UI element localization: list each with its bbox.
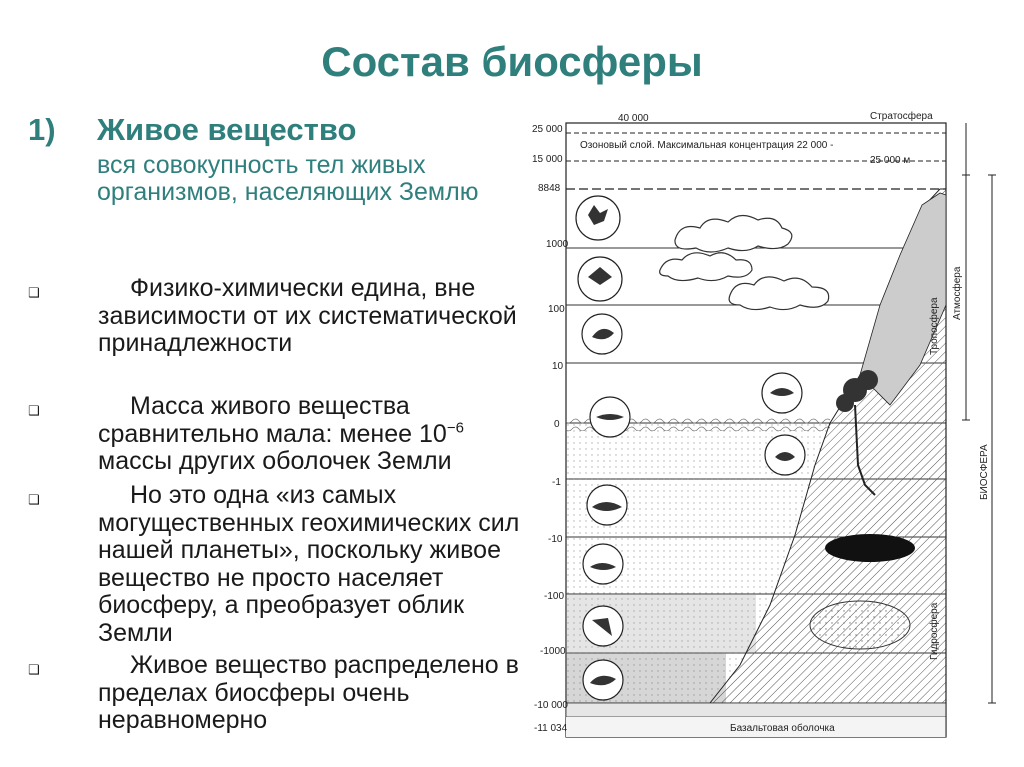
ozone-label-end: 25 000 м: [870, 155, 911, 166]
altitude-label: 25 000: [532, 124, 563, 135]
oil-deposit: [825, 534, 915, 562]
altitude-label: 1000: [546, 239, 569, 250]
bullet-text: Физико-химически едина, вне зависимости от их систематической принадлежности: [98, 274, 517, 357]
altitude-label: -100: [544, 591, 565, 602]
troposphere-label: Тропосфера: [929, 297, 940, 355]
slide-title: Состав биосферы: [321, 38, 703, 85]
hydrosphere-label: Гидросфера: [929, 602, 940, 660]
checkbox-bullet-icon: ❑: [28, 285, 40, 300]
altitude-label: -10: [548, 534, 563, 545]
item-description: вся совокупность тел живых организмов, населяющих Землю: [97, 151, 479, 206]
exponent: −6: [446, 419, 464, 437]
bullet-item: [28, 652, 526, 735]
bullet-text: Живое вещество распределено в пределах биосферы очень неравномерно: [98, 651, 519, 734]
altitude-label: -1: [552, 477, 561, 488]
groundwater-body: [810, 601, 910, 649]
altitude-label: 10: [552, 361, 564, 372]
clouds: [660, 215, 829, 309]
ozone-label: Озоновый слой. Максимальная концентрация 22 000 -: [580, 140, 834, 151]
biosphere-diagram: [530, 105, 1020, 745]
bullet-item: [28, 482, 526, 647]
checkbox-bullet-icon: ❑: [28, 662, 40, 677]
item-title: Живое вещество: [97, 112, 357, 147]
right-brackets: [946, 123, 996, 737]
item-number: 1): [28, 112, 56, 147]
stratosphere-label: Стратосфера: [870, 111, 933, 122]
altitude-label: -11 034: [534, 723, 568, 734]
altitude-label: -1000: [540, 646, 566, 657]
altitude-label: 0: [554, 419, 560, 430]
altitude-label: 40 000: [618, 113, 649, 124]
altitude-label: -10 000: [534, 700, 568, 711]
basalt-label: Базальтовая оболочка: [730, 723, 835, 734]
bullet-item: [28, 275, 526, 358]
altitude-label: 8848: [538, 183, 561, 194]
biosphere-label: БИОСФЕРА: [979, 444, 990, 500]
checkbox-bullet-icon: ❑: [28, 492, 40, 507]
bullet-text: Но это одна «из самых могущественных геохимических сил нашей планеты», поскольку живое вещество не просто населяет биосферу, а преобразует облик Земли: [98, 481, 520, 647]
altitude-label: 100: [548, 304, 565, 315]
bullet-text: Масса живого вещества сравнительно мала: менее $10^{-6}$ массы других оболочек Земли: [98, 392, 464, 475]
altitude-label: 15 000: [532, 154, 563, 165]
checkbox-bullet-icon: ❑: [28, 403, 40, 418]
atmosphere-label: Атмосфера: [952, 266, 963, 320]
bullet-item: [28, 393, 526, 476]
